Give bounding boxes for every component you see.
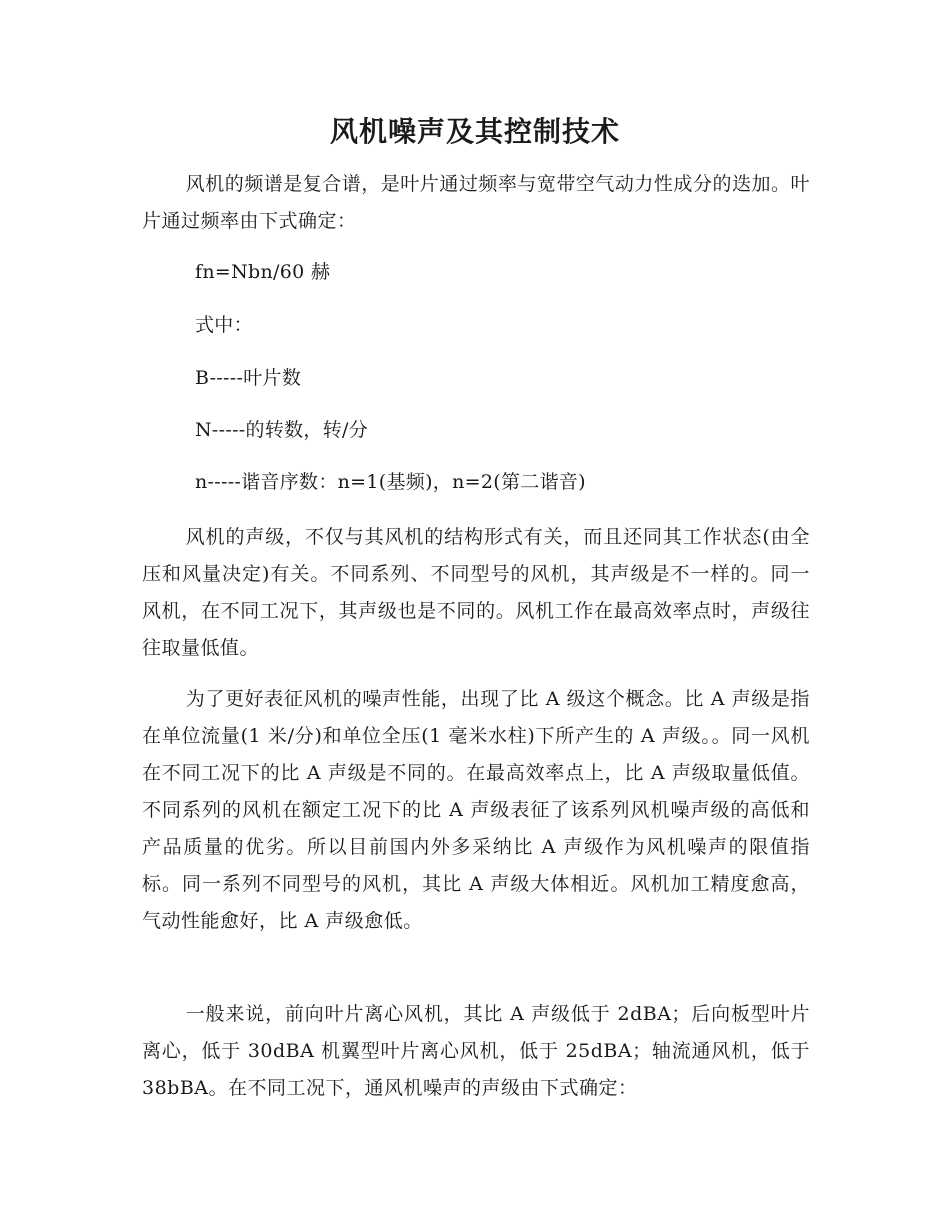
paragraph-sound-level: 风机的声级，不仅与其风机的结构形式有关，而且还同其工作状态(由全压和风量决定)有关。不同系列、不同型号的风机，其声级是不一样的。同一风机，在不同工况下，其声级也是不同的。风机工作在最高效率点时，声级往往取量低值。 [142,526,810,659]
paragraph-specific-a-level: 为了更好表征风机的噪声性能，出现了比 A 级这个概念。比 A 声级是指在单位流量(1 米/分)和单位全压(1 毫米水柱)下所产生的 A 声级。。同一风机在不同工况下的比 A 声级是不同的。在最高效率点上，比 A 声级取量低值。不同系列的风机在额定工况下的比 A 声级表征了该系列风机噪声级的高低和产品质量的优劣。所以目前国内外多采纳比 A 声级作为风机噪声的限值指标。同一系列不同型号的风机，其比 A 声级大体相近。风机加工精度愈高，气动性能愈好，比 A 声级愈低。 [142,688,810,932]
definition-n: N-----的转数，转/分 [195,419,369,441]
definition-b: B-----叶片数 [195,367,302,389]
document-title: 风机噪声及其控制技术 [329,115,620,148]
formula-line: fn=Nbn/60 赫 [195,261,331,283]
paragraph-general: 一般来说，前向叶片离心风机，其比 A 声级低于 2dBA；后向板型叶片离心，低于 30dBA 机翼型叶片离心风机，低于 25dBA；轴流通风机，低于 38bBA。在不同工况下，通风机噪声的声级由下式确定： [142,1003,810,1099]
definition-harmonic: n-----谐音序数：n=1(基频)，n=2(第二谐音) [195,471,586,493]
paragraph-intro: 风机的频谱是复合谱，是叶片通过频率与宽带空气动力性成分的迭加。叶片通过频率由下式确定： [142,173,810,232]
where-label: 式中： [195,314,253,336]
